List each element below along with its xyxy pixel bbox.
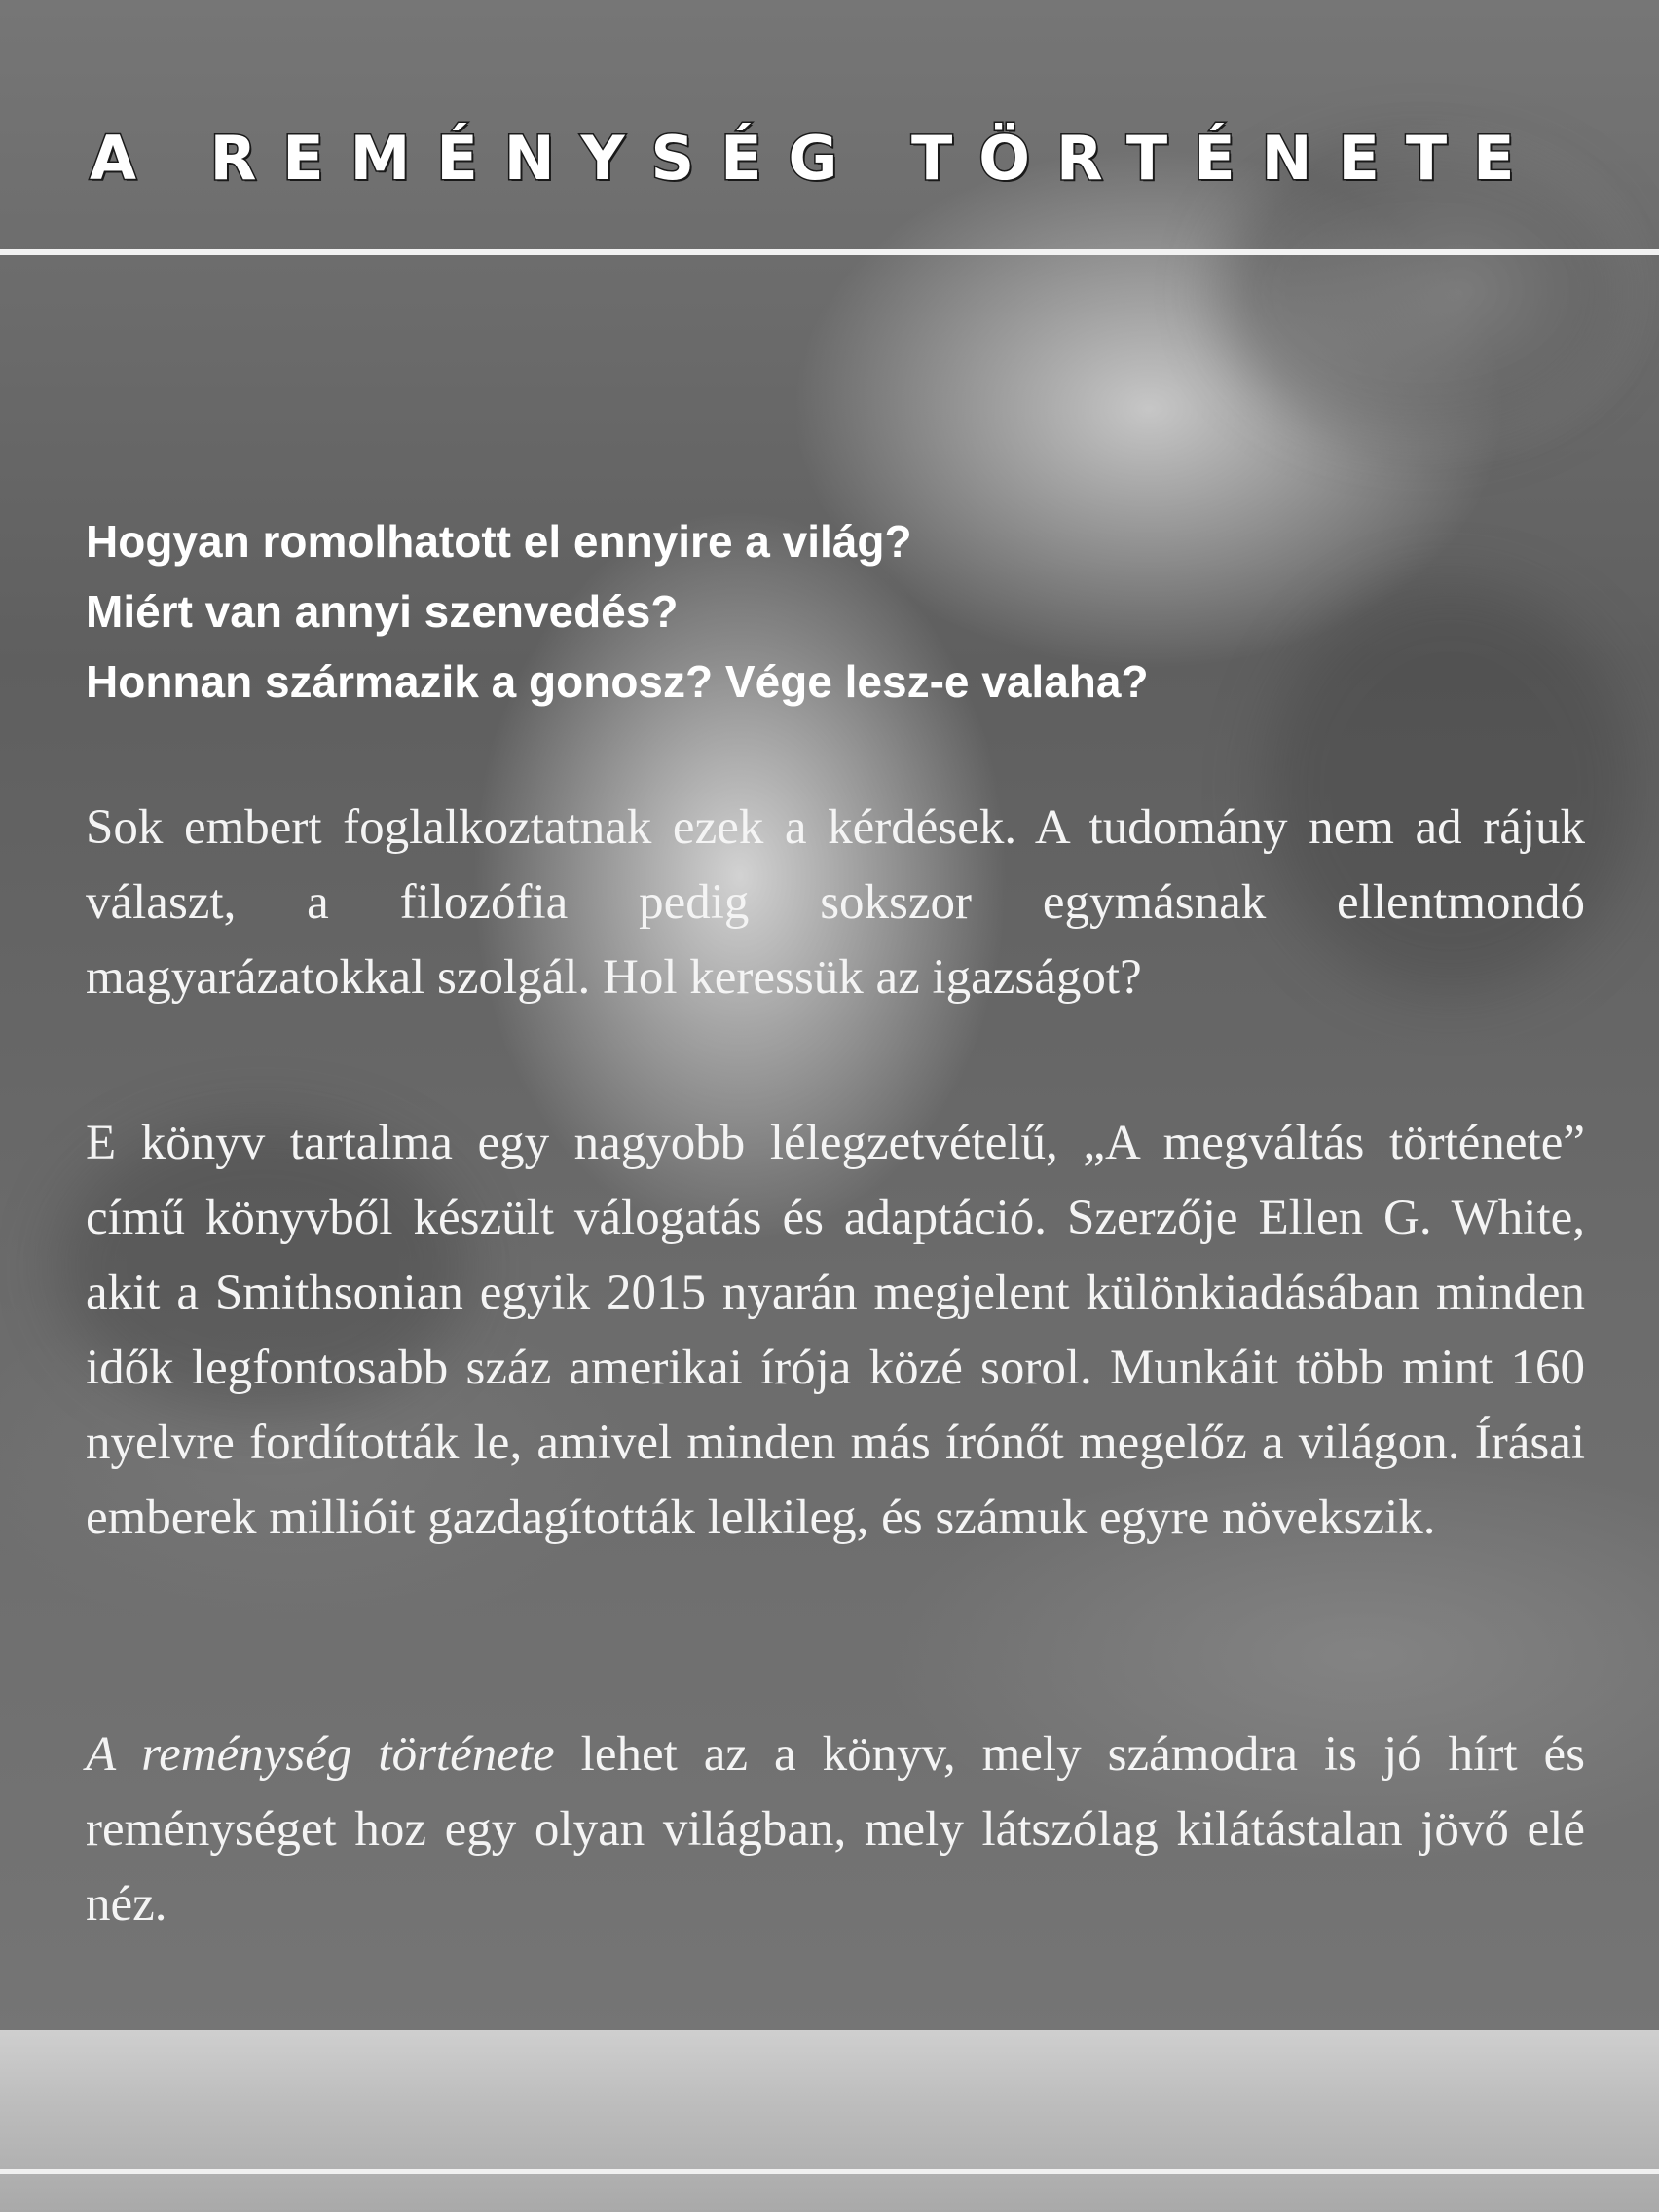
- question-line: Miért van annyi szenvedés?: [86, 586, 679, 637]
- intro-paragraph: Sok embert foglalkoztatnak ezek a kérdések. A tudomány nem ad rájuk választ, a filozófia pedig sokszor egymásnak ellentmondó magyarázatokkal szolgál. Hol keressük az igazságot?: [86, 800, 1585, 1005]
- question-block: [86, 506, 1595, 717]
- title-divider: [0, 249, 1659, 255]
- cover-title: A REMÉNYSÉG TÖRTÉNETE: [90, 123, 1541, 194]
- closing-text: lehet az a könyv, mely számodra is jó hírt és reménységet hoz egy olyan világban, mely látszólag kilátástalan jövő elé néz.: [86, 1727, 1585, 1932]
- horizon-ground: [0, 2030, 1659, 2212]
- bottom-divider: [0, 2169, 1659, 2174]
- book-description-paragraph: E könyv tartalma egy nagyobb lélegzetvételű, „A megváltás története” című könyvből készült válogatás és adaptáció. Szerzője Ellen G. White, akit a Smithsonian egyik 2015 nyarán megjelent különkiadásában minden idők legfontosabb száz amerikai írója közé sorol. Munkáit több mint 160 nyelvre fordították le, amivel minden más írónőt megelőz a világon. Írásai emberek millióit gazdagították lelkileg, és számuk egyre növekszik.: [86, 1116, 1585, 1545]
- closing-paragraph: [86, 1717, 1585, 1942]
- question-line: Honnan származik a gonosz? Vége lesz-e valaha?: [86, 656, 1149, 707]
- question-line: Hogyan romolhatott el ennyire a világ?: [86, 516, 912, 567]
- book-title-italic: A reménység története: [86, 1727, 555, 1782]
